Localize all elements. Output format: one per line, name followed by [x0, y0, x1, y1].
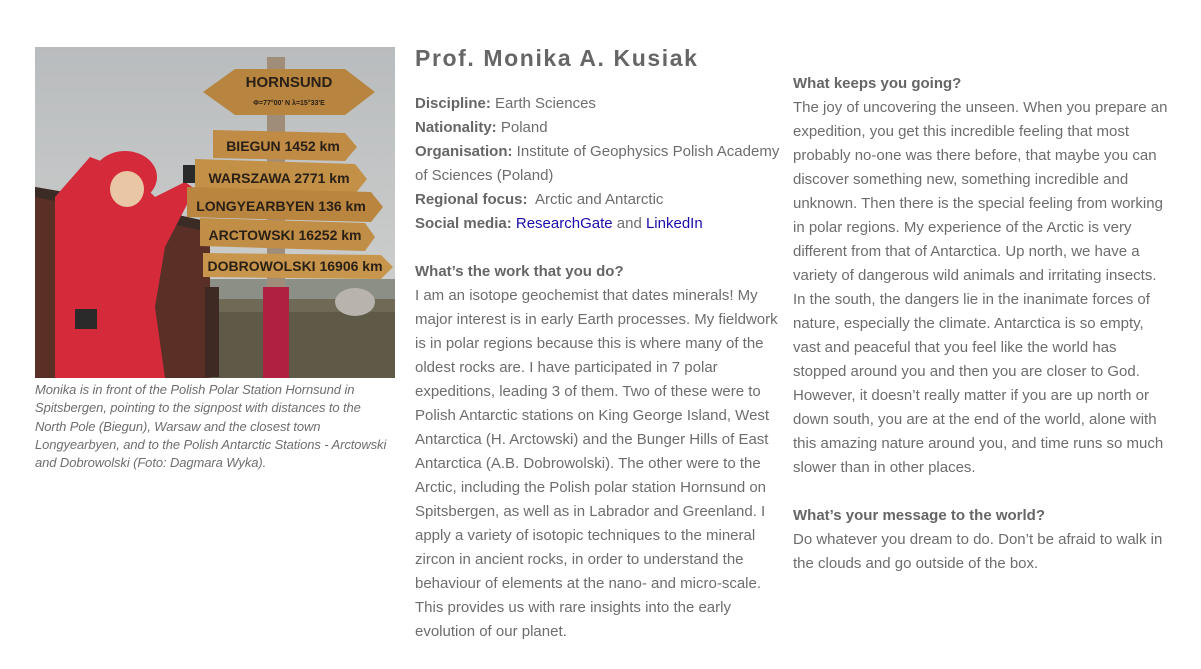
- sign-hornsund: HORNSUND: [245, 74, 333, 91]
- going-question: What keeps you going?: [793, 75, 962, 92]
- discipline-label: Discipline:: [415, 95, 491, 112]
- organisation-row: [415, 140, 785, 188]
- social-label: Social media:: [415, 215, 512, 232]
- profile-column: [415, 44, 785, 644]
- social-row: [415, 212, 785, 236]
- message-answer: Do whatever you dream to do. Don’t be afraid to walk in the clouds and go outside of the box.: [793, 531, 1163, 572]
- nationality-label: Nationality:: [415, 119, 497, 136]
- sign-arctowski: ARCTOWSKI 16252 km: [208, 227, 362, 243]
- social-and: and: [612, 215, 646, 232]
- photo-column: [35, 47, 395, 472]
- nationality-value: Poland: [496, 119, 548, 136]
- sign-hornsund-coords: Φ=77°00' N λ=15°33'E: [253, 100, 325, 107]
- photo-caption: Monika is in front of the Polish Polar Station Hornsund in Spitsbergen, pointing to the signpost with distances to the North Pole (Biegun), Warsaw and the closest town Longyearbyen, and to the Polish Antarctic Stations - Arctowski and Dobrowolski (Foto: Dagmara Wyka).: [35, 382, 387, 471]
- sign-warszawa: WARSZAWA 2771 km: [208, 170, 350, 186]
- work-answer: I am an isotope geochemist that dates minerals! My major interest is in early Earth processes. My fieldwork is in polar regions because this is where many of the oldest rocks are. I have participated in 7 polar expeditions, leading 3 of them. Two of these were to Polish Antarctic stations on King George Island, West Antarctica (H. Arctowski) and the Bunger Hills of East Antarctica (A.B. Dobrowolski). The other were to the Arctic, including the Polish polar station Hornsund on Spitsbergen, as well as in Labrador and Greenland. I apply a variety of isotopic techniques to the mineral zircon in ancient rocks, in order to understand the behaviour of elements at the nano- and micro-scale. This provides us with rare insights into the early evolution of our planet.: [415, 287, 778, 640]
- going-answer: The joy of uncovering the unseen. When you prepare an expedition, you get this incredible feeling that most probably no-one was there before, that maybe you can discover something new, something incredible and unknown. Then there is the special feeling from working in polar regions. My experience of the Arctic is very different from that of Antarctica. Up north, we have a variety of dangerous wild animals and irritating insects. In the south, the dangers lie in the inanimate forces of nature, especially the climate. Antarctica is so empty, vast and peaceful that you feel like the world has stopped around you and then you are closer to God. However, it doesn’t really matter if you are up north or down south, you are at the end of the world, alone with this amazing nature around you, and time runs so much slower than in other places.: [793, 99, 1168, 476]
- organisation-value: Institute of Geophysics Polish Academy of Sciences (Poland): [415, 143, 780, 184]
- nationality-row: [415, 116, 785, 140]
- sign-longyearbyen: LONGYEARBYEN 136 km: [196, 198, 366, 214]
- qa-column: [793, 72, 1168, 576]
- profile-details: [415, 92, 785, 236]
- discipline-row: [415, 92, 785, 116]
- profile-photo: [35, 47, 395, 378]
- focus-row: [415, 188, 785, 212]
- linkedin-link[interactable]: LinkedIn: [645, 215, 703, 232]
- message-question: What’s your message to the world?: [793, 507, 1045, 524]
- work-question: What’s the work that you do?: [415, 263, 624, 280]
- sign-dobrowolski: DOBROWOLSKI 16906 km: [207, 258, 383, 274]
- page-title: Prof. Monika A. Kusiak: [415, 45, 699, 71]
- researchgate-link[interactable]: ResearchGate: [515, 215, 613, 232]
- focus-label: Regional focus:: [415, 191, 528, 208]
- organisation-label: Organisation:: [415, 143, 513, 160]
- focus-value: Arctic and Antarctic: [527, 191, 664, 208]
- discipline-value: Earth Sciences: [490, 95, 596, 112]
- sign-biegun: BIEGUN 1452 km: [226, 138, 340, 154]
